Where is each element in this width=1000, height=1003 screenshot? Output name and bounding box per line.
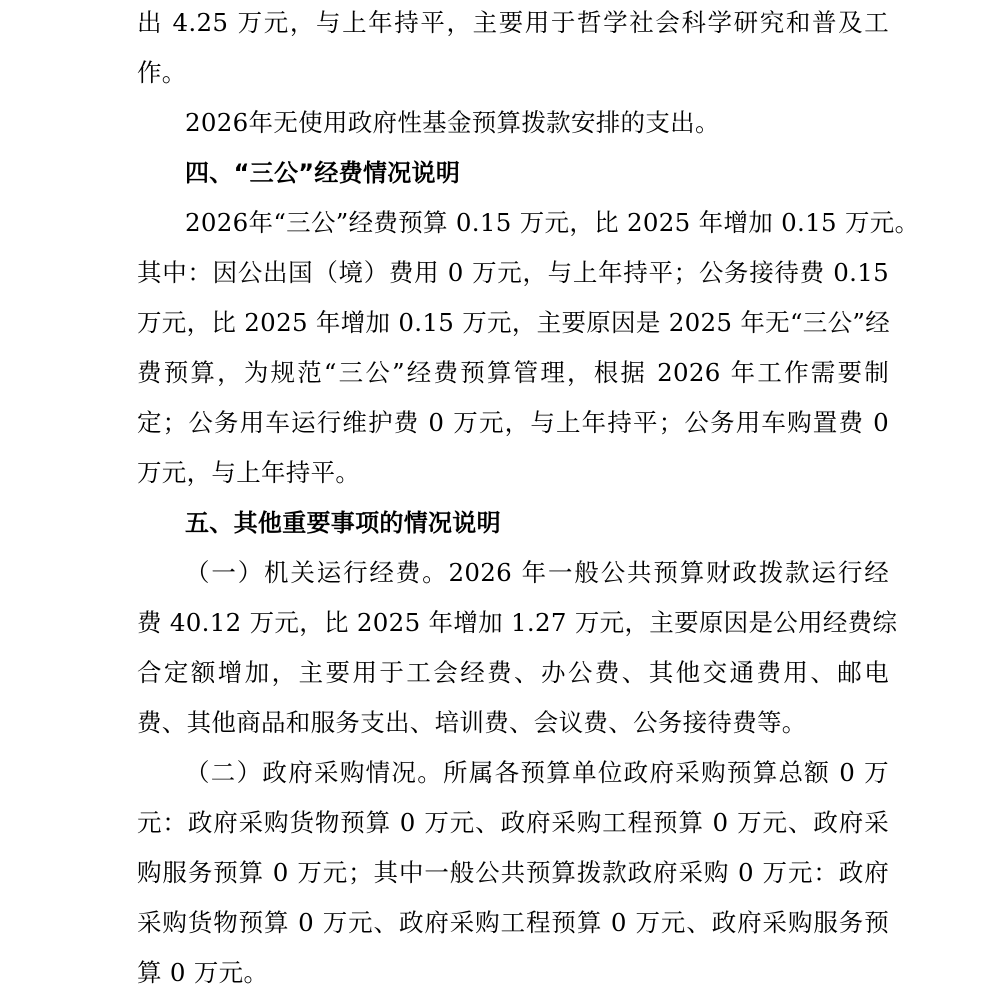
text-line: 算 0 万元。 [137, 958, 269, 987]
text-line: 定；公务用车运行维护费 0 万元，与上年持平；公务用车购置费 0 [137, 408, 889, 437]
section-heading-san-gong: 四、“三公”经费情况说明 [185, 159, 461, 187]
text-line: 2026年“三公”经费预算 0.15 万元，比 2025 年增加 0.15 万元。 [185, 208, 920, 237]
text-line: 其中：因公出国（境）费用 0 万元，与上年持平；公务接待费 0.15 [137, 258, 889, 287]
text-line: 费预算，为规范“三公”经费预算管理，根据 2026 年工作需要制 [137, 358, 889, 387]
text-line: 费、其他商品和服务支出、培训费、会议费、公务接待费等。 [137, 708, 807, 737]
text-line: 合定额增加，主要用于工会经费、办公费、其他交通费用、邮电 [137, 658, 889, 687]
text-line: 作。 [137, 58, 187, 87]
text-line: 2026年无使用政府性基金预算拨款安排的支出。 [185, 108, 720, 137]
text-line: （二）政府采购情况。所属各预算单位政府采购预算总额 0 万 [185, 758, 889, 787]
text-line: 万元，与上年持平。 [137, 458, 361, 487]
text-line: 出 4.25 万元，与上年持平，主要用于哲学社会科学研究和普及工 [137, 8, 889, 37]
section-heading-other-matters: 五、其他重要事项的情况说明 [185, 509, 501, 537]
text-line: 元：政府采购货物预算 0 万元、政府采购工程预算 0 万元、政府采 [137, 808, 889, 837]
text-line: 万元，比 2025 年增加 0.15 万元，主要原因是 2025 年无“三公”经 [137, 308, 891, 337]
text-line: 购服务预算 0 万元；其中一般公共预算拨款政府采购 0 万元：政府 [137, 858, 889, 887]
text-line: （一）机关运行经费。2026 年一般公共预算财政拨款运行经 [185, 558, 889, 587]
text-line: 费 40.12 万元，比 2025 年增加 1.27 万元，主要原因是公用经费综 [137, 608, 898, 637]
text-line: 采购货物预算 0 万元、政府采购工程预算 0 万元、政府采购服务预 [137, 908, 889, 937]
